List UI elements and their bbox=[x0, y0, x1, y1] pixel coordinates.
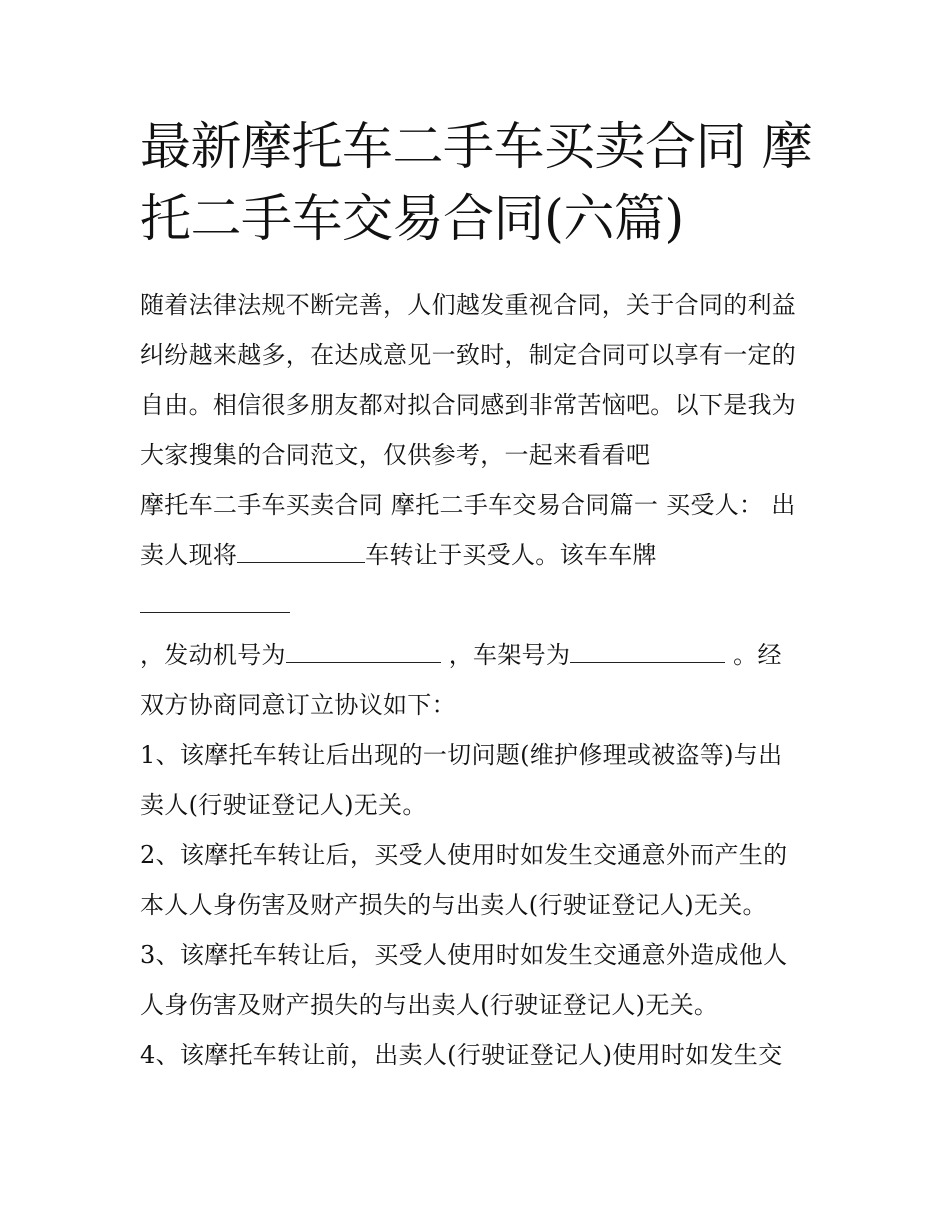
intro-line-1: 随着法律法规不断完善，人们越发重视合同，关于合同的利益 bbox=[140, 291, 797, 319]
engine-prefix: ，发动机号为 bbox=[140, 641, 286, 669]
clause-3-line-1: 3、该摩托车转让后，买受人使用时如发生交通意外造成他人 bbox=[140, 941, 788, 969]
document-title bbox=[140, 112, 820, 256]
engine-frame-line bbox=[140, 630, 820, 680]
intro-line-3: 自由。相信很多朋友都对拟合同感到非常苦恼吧。以下是我为 bbox=[140, 391, 797, 419]
frame-number-blank bbox=[570, 640, 725, 663]
clause-3-line-2: 人身伤害及财产损失的与出卖人(行驶证登记人)无关。 bbox=[140, 991, 719, 1019]
clause-2-line-2: 本人人身伤害及财产损失的与出卖人(行驶证登记人)无关。 bbox=[140, 891, 767, 919]
document-body bbox=[140, 280, 820, 1080]
clause-4-line-1: 4、该摩托车转让前，出卖人(行驶证登记人)使用时如发生交 bbox=[140, 1041, 783, 1069]
section-heading: 摩托车二手车买卖合同 摩托二手车交易合同篇一 买受人： 出 bbox=[140, 491, 796, 519]
engine-number-blank bbox=[286, 640, 441, 663]
title-line-2: 托二手车交易合同(六篇) bbox=[140, 190, 684, 249]
transfer-suffix: 车转让于买受人。该车车牌 bbox=[365, 541, 657, 569]
title-line-1: 最新摩托车二手车买卖合同 摩 bbox=[140, 118, 813, 177]
plate-line bbox=[140, 580, 820, 630]
clause-1-line-2: 卖人(行驶证登记人)无关。 bbox=[140, 791, 427, 819]
frame-prefix: ，车架号为 bbox=[440, 641, 571, 669]
plate-number-blank bbox=[140, 590, 290, 613]
intro-line-2: 纠纷越来越多，在达成意见一致时，制定合同可以享有一定的 bbox=[140, 341, 797, 369]
vehicle-blank bbox=[237, 540, 365, 563]
clause-1-line-1: 1、该摩托车转让后出现的一切问题(维护修理或被盗等)与出 bbox=[140, 741, 783, 769]
transfer-prefix: 卖人现将 bbox=[140, 541, 238, 569]
agreement-line: 双方协商同意订立协议如下： bbox=[140, 691, 456, 719]
transfer-line bbox=[140, 530, 820, 580]
intro-line-4: 大家搜集的合同范文，仅供参考，一起来看看吧 bbox=[140, 441, 651, 469]
frame-suffix: 。经 bbox=[725, 641, 782, 669]
clause-2-line-1: 2、该摩托车转让后，买受人使用时如发生交通意外而产生的 bbox=[140, 841, 788, 869]
